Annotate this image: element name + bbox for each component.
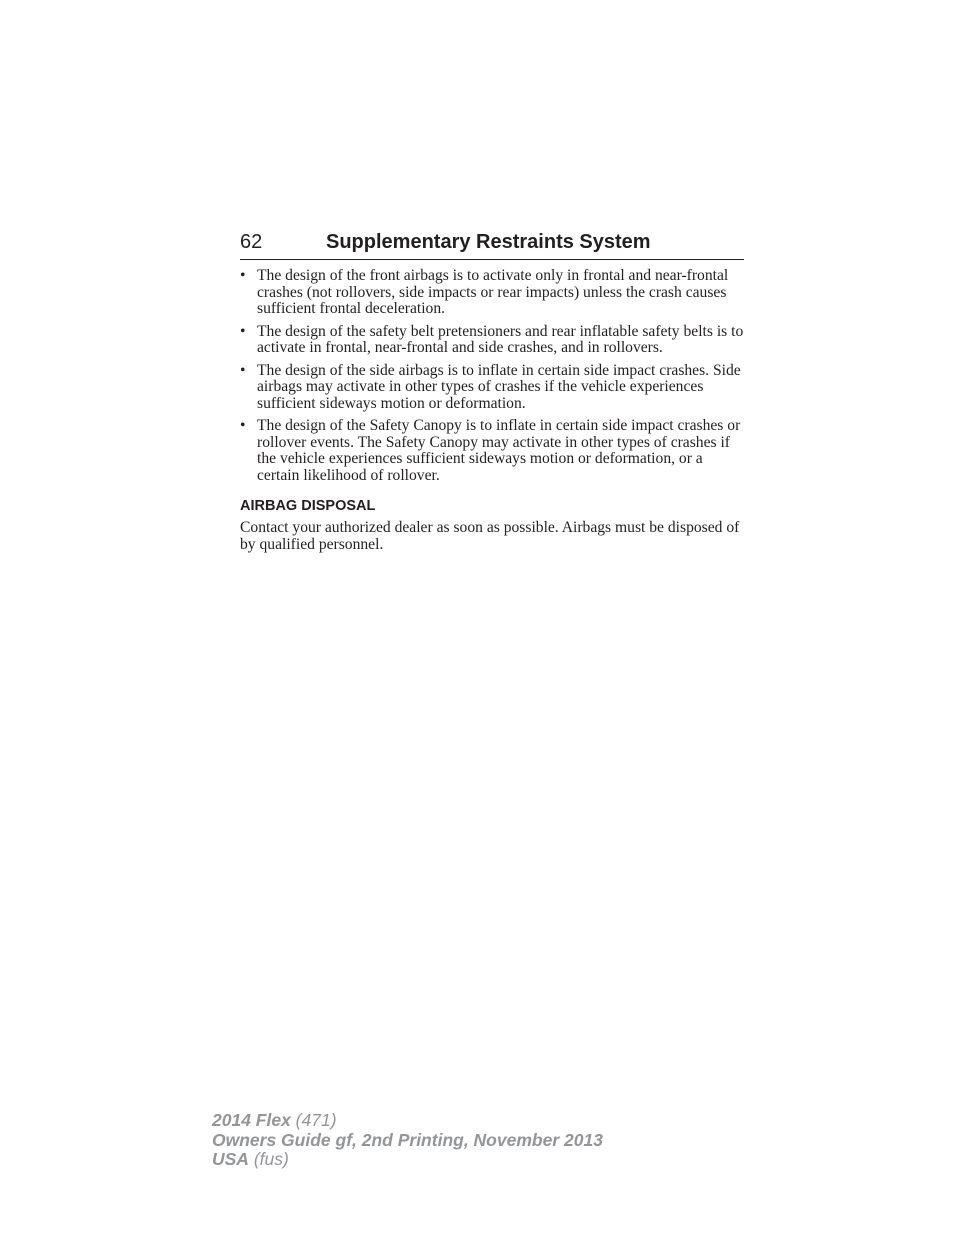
footer-line-guide: Owners Guide gf, 2nd Printing, November 2013 [212, 1129, 603, 1150]
bullet-icon: • [240, 417, 246, 434]
bullet-list [240, 268, 744, 484]
list-item-text: The design of the front airbags is to activate only in frontal and near-frontal crashes (not rollovers, side impacts or rear impacts) unless the crash causes sufficient frontal deceleration. [257, 267, 729, 317]
footer-line-market: USA (fus) [212, 1149, 289, 1169]
footer-line-model: 2014 Flex (471) [212, 1110, 337, 1130]
airbag-disposal-heading: AIRBAG DISPOSAL [240, 498, 376, 514]
list-item [240, 324, 744, 357]
list-item [240, 418, 744, 484]
list-item [240, 268, 744, 318]
airbag-disposal-text: Contact your authorized dealer as soon as possible. Airbags must be disposed of by qualified personnel. [240, 519, 740, 553]
page-header [240, 229, 744, 260]
page-content [240, 268, 744, 553]
bullet-icon: • [240, 267, 246, 284]
list-item-text: The design of the Safety Canopy is to inflate in certain side impact crashes or rollover events. The Safety Canopy may activate in other types of crashes if the vehicle experiences sufficient sideways motion or deformation, or a certain likelihood of rollover. [257, 417, 741, 484]
page-footer [212, 1111, 603, 1170]
section-title: Supplementary Restraints System [326, 231, 651, 253]
list-item-text: The design of the side airbags is to inflate in certain side impact crashes. Side airbags may activate in other types of crashes if the vehicle experiences sufficient sideways motion or deformation. [257, 361, 741, 412]
list-item [240, 363, 744, 413]
list-item-text: The design of the safety belt pretensioners and rear inflatable safety belts is to activate in frontal, near-frontal and side crashes, and in rollovers. [257, 322, 744, 356]
bullet-icon: • [240, 361, 246, 379]
page-number: 62 [240, 231, 263, 253]
bullet-icon: • [240, 322, 246, 340]
